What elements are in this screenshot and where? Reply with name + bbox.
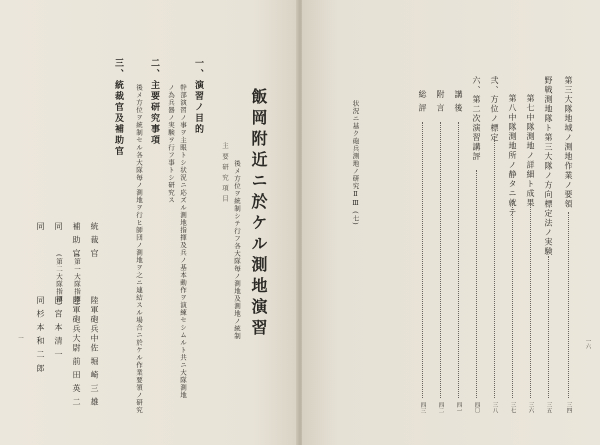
toc-leader	[440, 122, 441, 398]
official-unit: (第一大隊指揮)	[73, 254, 81, 307]
section-heading-purpose: 一、演習ノ目的	[193, 58, 203, 135]
toc-leader	[512, 200, 513, 398]
official-role: 同	[54, 222, 63, 232]
official-name: 同 杉 本 和 二 郎	[36, 296, 45, 374]
toc-entry: 野戦測地隊ト第三大隊ノ方向標定法ノ実験	[544, 76, 553, 257]
official-role: 補 助 官	[72, 222, 81, 259]
section-body-purpose-1: 幹部演習ノ事ヲ主眼トシ状況ニ応ズル測地指揮及兵ノ基本動作ヲ演練セシムルト共ニ大隊測地	[179, 84, 187, 399]
toc-leader	[494, 140, 495, 398]
section-heading-study: 二、主要研究事項	[149, 58, 159, 146]
toc-leader	[422, 122, 423, 398]
official-unit: (第二大隊指揮)	[55, 254, 63, 307]
left-page	[0, 0, 298, 445]
official-name: 陸軍砲兵中佐 堀 崎 三 雄	[90, 296, 99, 408]
section-body-purpose-2: ノ為兵器ノ実験ヲ行フ事トシ研究ス	[167, 84, 175, 204]
toc-entry: 第七中隊測地ノ詳細ト成果	[526, 94, 535, 208]
toc-page: 三四	[565, 402, 572, 413]
toc-entry: 弐、方位ノ標定	[490, 76, 499, 143]
toc-entry: 六、第二次演習講評	[472, 76, 481, 162]
page-title: 飯岡附近ニ於ケル測地演習	[249, 88, 268, 340]
toc-page: 四〇	[473, 402, 480, 413]
official-name: 同 宮 本 清 一	[54, 296, 63, 360]
toc-leader	[476, 170, 477, 398]
right-page	[302, 0, 600, 445]
subtitle-detail: 後メ方位ヲ統制シテ行フ各大隊毎ノ測地及測地ノ統制	[233, 160, 241, 340]
toc-entry: 講 後	[454, 90, 463, 114]
page-number-left: 一	[17, 335, 23, 341]
toc-entry: 第八中隊測地所ノ静タニ就テ	[508, 94, 517, 218]
page-number-right: 一六	[584, 338, 591, 349]
toc-entry: 総 評	[418, 90, 427, 114]
toc-page: 四二	[437, 402, 444, 413]
toc-page: 三七	[509, 402, 516, 413]
toc-leader	[568, 212, 569, 398]
toc-entry: 附 言	[436, 90, 445, 114]
toc-page: 四一	[455, 402, 462, 413]
section-body-study: 後メ方位ヲ統制セル各大隊毎ノ測地ヲ行ヒ師団ノ測地ヲ之ニ連結スル場合ニ於ケル作業要領ノ研究	[135, 84, 143, 414]
toc-leader	[530, 200, 531, 398]
page-note: 状況ニ基ク砲兵測地ノ研究ⅡⅢ (七)	[351, 100, 360, 226]
toc-page: 三五	[545, 402, 552, 413]
official-role: 統 裁 官	[90, 222, 99, 259]
toc-leader	[458, 122, 459, 398]
section-heading-officials: 三、統裁官及補助官	[113, 58, 123, 157]
official-role: 同	[36, 222, 45, 232]
toc-page: 三八	[491, 402, 498, 413]
toc-page: 三六	[527, 402, 534, 413]
subtitle: 主 要 研 究 項 目	[221, 142, 229, 203]
toc-page: 四三	[419, 402, 426, 413]
toc-leader	[548, 256, 549, 398]
toc-entry: 第三大隊地域ノ測地作業ノ要領	[564, 76, 573, 209]
official-name: 陸軍砲兵大尉 前 田 英 二	[72, 296, 81, 408]
